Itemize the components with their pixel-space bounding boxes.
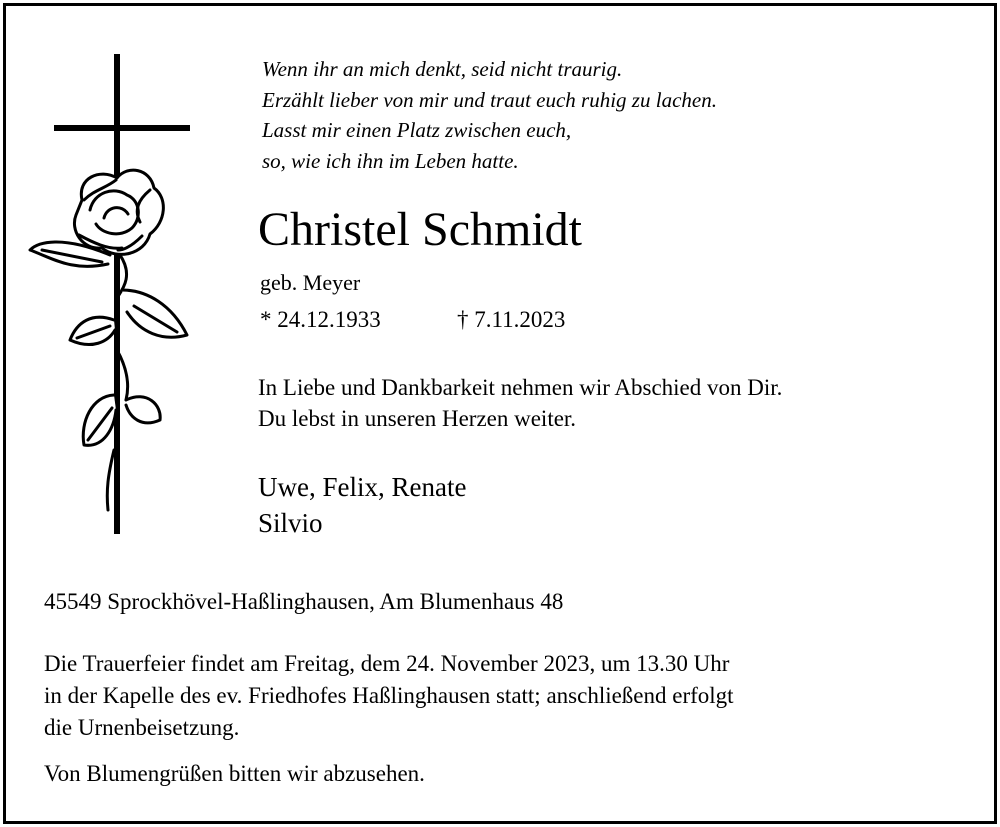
service-line: in der Kapelle des ev. Friedhofes Haßlinghausen statt; anschließend erfolgt	[44, 683, 734, 708]
mourners-line: Uwe, Felix, Renate	[258, 472, 467, 502]
cross-icon	[54, 54, 190, 534]
farewell-line: In Liebe und Dankbarkeit nehmen wir Abschied von Dir.	[258, 375, 783, 400]
memorial-verse	[262, 54, 717, 176]
life-dates	[260, 304, 566, 336]
deceased-name: Christel Schmidt	[258, 203, 582, 256]
service-line: Die Trauerfeier findet am Freitag, dem 24. November 2023, um 13.30 Uhr	[44, 651, 730, 676]
verse-line: Lasst mir einen Platz zwischen euch,	[262, 118, 572, 142]
death-date: † 7.11.2023	[457, 307, 566, 332]
cross-with-rose-emblem	[22, 50, 202, 540]
verse-line: Erzählt lieber von mir und traut euch ruhig zu lachen.	[262, 87, 717, 112]
farewell-message	[258, 372, 782, 434]
mourners-line: Silvio	[258, 508, 323, 538]
funeral-service-info	[44, 648, 734, 744]
rose-icon	[30, 170, 187, 510]
birth-date: * 24.12.1933	[260, 307, 381, 332]
farewell-line: Du lebst in unseren Herzen weiter.	[258, 406, 577, 431]
mourners-list	[258, 469, 466, 541]
family-address: 45549 Sprockhövel-Haßlinghausen, Am Blumenhaus 48	[44, 589, 564, 614]
flowers-note: Von Blumengrüßen bitten wir abzusehen.	[44, 761, 425, 786]
service-line: die Urnenbeisetzung.	[44, 715, 240, 740]
verse-line: so, wie ich ihn im Leben hatte.	[262, 148, 519, 173]
maiden-name: geb. Meyer	[260, 270, 361, 295]
verse-line: Wenn ihr an mich denkt, seid nicht traurig.	[262, 57, 623, 81]
